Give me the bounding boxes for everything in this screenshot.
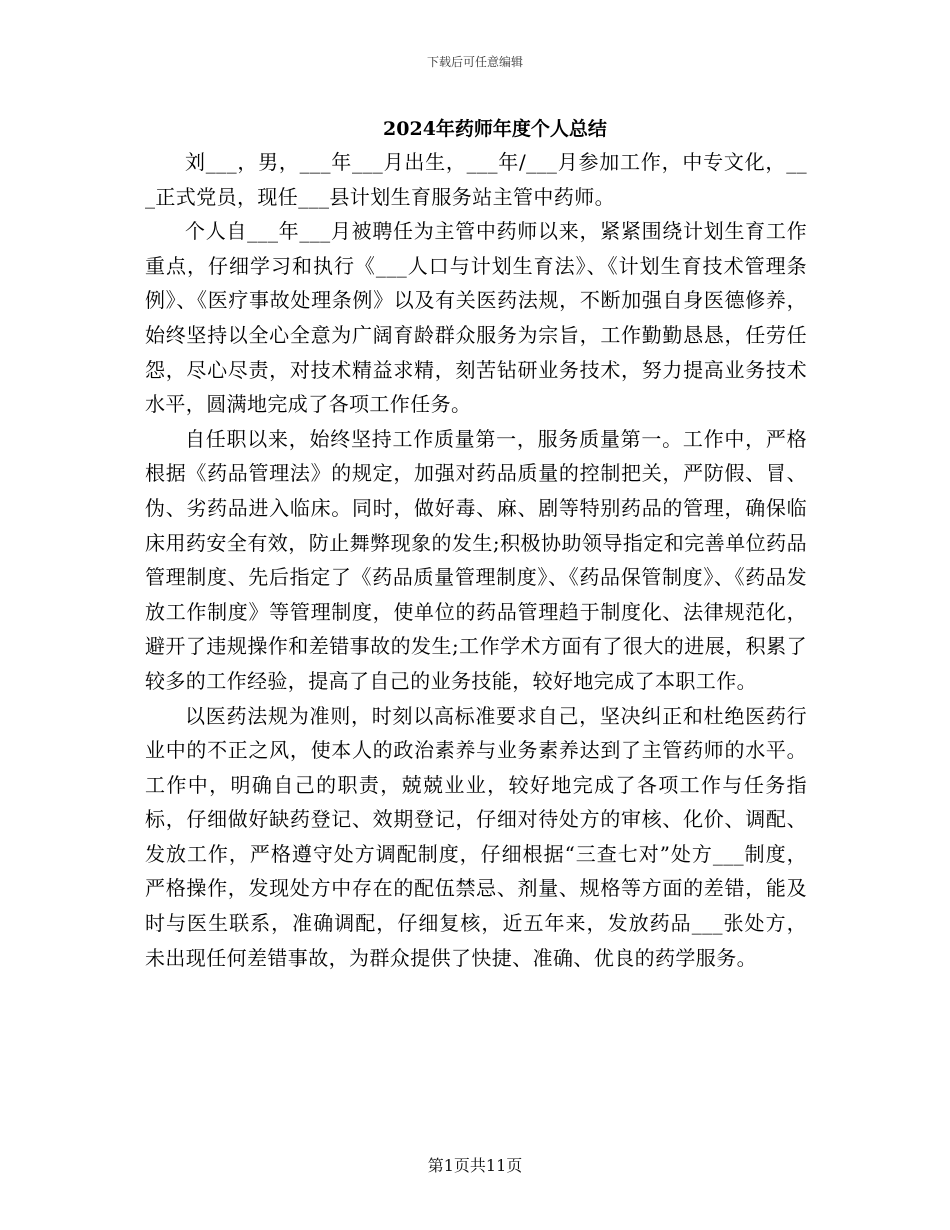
paragraph-appointment: 个人自___年___月被聘任为主管中药师以来，紧紧围绕计划生育工作重点，仔细学习和执行《___人口与计划生育法》、《计划生育技术管理条例》、《医疗事故处理条例》以及有关医药法规，不断加强自身医德修养，始终坚持以全心全意为广阔育龄群众服务为宗旨，工作勤勤恳恳，任劳任怨，尽心尽责，对技术精益求精，刻苦钻研业务技术，努力提高业务技术水平，圆满地完成了各项工作任务。 (145, 219, 807, 417)
paragraph-professional-conduct: 以医药法规为准则，时刻以高标准要求自己，坚决纠正和杜绝医药行业中的不正之风，使本人的政治素养与业务素养达到了主管药师的水平。工作中，明确自己的职责，兢兢业业，较好地完成了各项工作与任务指标，仔细做好缺药登记、效期登记，仔细对待处方的审核、化价、调配、发放工作，严格遵守处方调配制度，仔细根据“三查七对”处方___制度，严格操作，发现处方中存在的配伍禁忌、剂量、规格等方面的差错，能及时与医生联系，准确调配，仔细复核，近五年来，发放药品___张处方，未出现任何差错事故，为群众提供了快捷、准确、优良的药学服务。 (145, 703, 807, 970)
paragraph-personal-info: 刘___，男，___年___月出生，___年/___月参加工作，中专文化，___正式党员，现任___县计划生育服务站主管中药师。 (145, 150, 807, 209)
document-body (145, 145, 807, 975)
document-title: 2024年药师年度个人总结 (383, 118, 607, 140)
page-footer: 第1页共11页 (427, 1156, 523, 1175)
header-note: 下载后可任意编辑 (426, 55, 523, 69)
paragraph-quality-management: 自任职以来，始终坚持工作质量第一，服务质量第一。工作中，严格根据《药品管理法》的规定，加强对药品质量的控制把关，严防假、冒、伪、劣药品进入临床。同时，做好毒、麻、剧等特别药品的管理，确保临床用药安全有效，防止舞弊现象的发生;积极协助领导指定和完善单位药品管理制度、先后指定了《药品质量管理制度》、《药品保管制度》、《药品发放工作制度》等管理制度，使单位的药品管理趋于制度化、法律规范化，避开了违规操作和差错事故的发生;工作学术方面有了很大的进展，积累了较多的工作经验，提高了自己的业务技能，较好地完成了本职工作。 (145, 426, 807, 693)
